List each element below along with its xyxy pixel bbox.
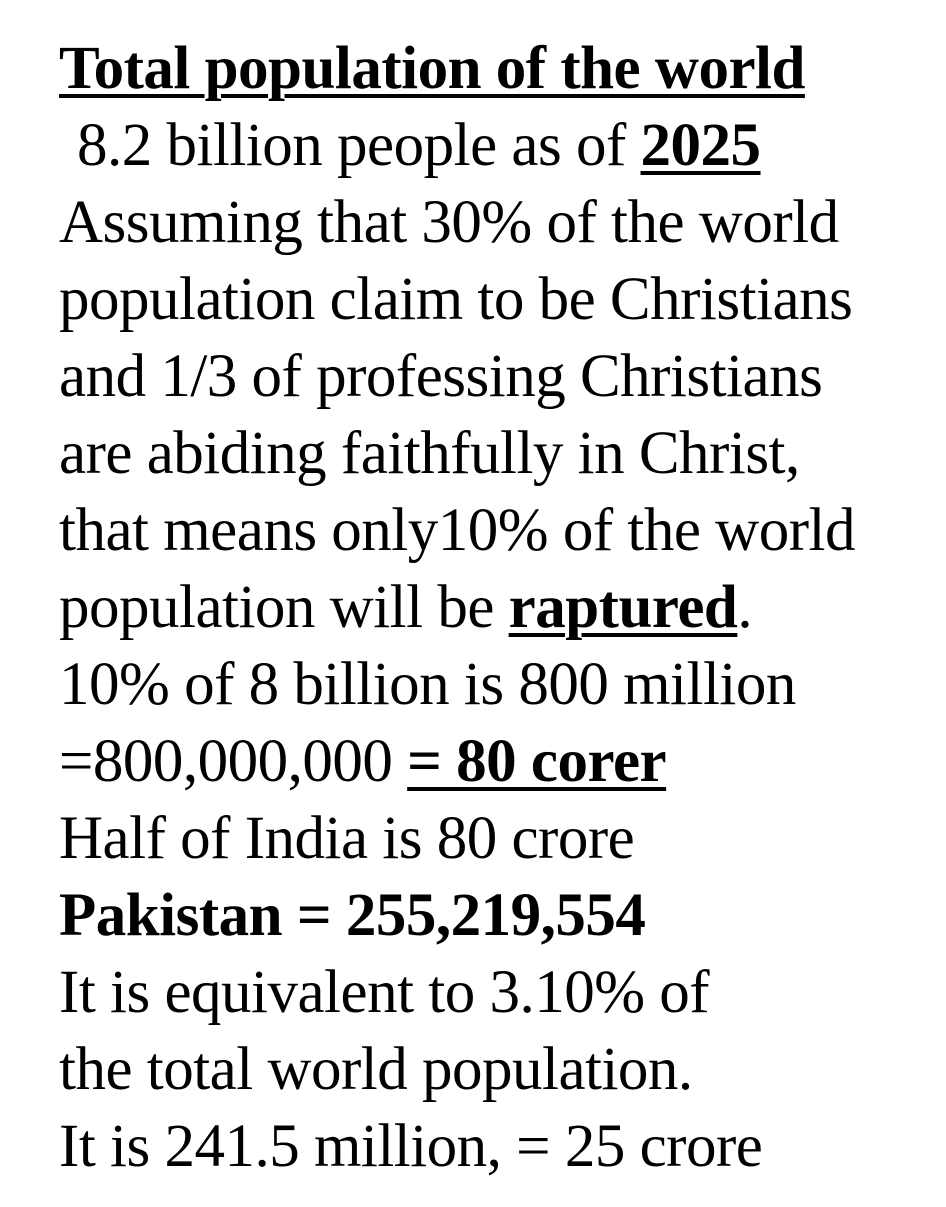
assumption-line-5: that means only10% of the world: [59, 497, 855, 564]
equivalent-line-2: the total world population.: [59, 1036, 693, 1103]
raptured-period: .: [737, 574, 753, 641]
population-line: [59, 107, 939, 184]
assumption-line-4: are abiding faithfully in Christ,: [59, 420, 800, 487]
heading-total-population: Total population of the world: [59, 35, 805, 102]
pakistan-line: Pakistan = 255,219,554: [59, 882, 646, 949]
india-line: Half of India is 80 crore: [59, 805, 635, 872]
assumption-line-2: population claim to be Christians: [59, 266, 853, 333]
assumption-line-3: and 1/3 of professing Christians: [59, 343, 823, 410]
calculation-line: 10% of 8 billion is 800 million: [59, 651, 796, 718]
document-body: [59, 30, 939, 1185]
year-2025: 2025: [640, 112, 761, 179]
equivalent-line-1: It is equivalent to 3.10% of: [59, 959, 710, 1026]
number-line: [59, 723, 939, 800]
million-line: It is 241.5 million, = 25 crore: [59, 1113, 763, 1180]
raptured-word: raptured: [508, 574, 738, 641]
corer-value: = 80 corer: [407, 728, 667, 795]
population-text: 8.2 billion people as of: [77, 112, 641, 179]
raptured-line: [59, 569, 939, 646]
assumption-line-1: Assuming that 30% of the world: [59, 189, 839, 256]
raptured-prefix: population will be: [59, 574, 509, 641]
number-value: =800,000,000: [59, 728, 408, 795]
